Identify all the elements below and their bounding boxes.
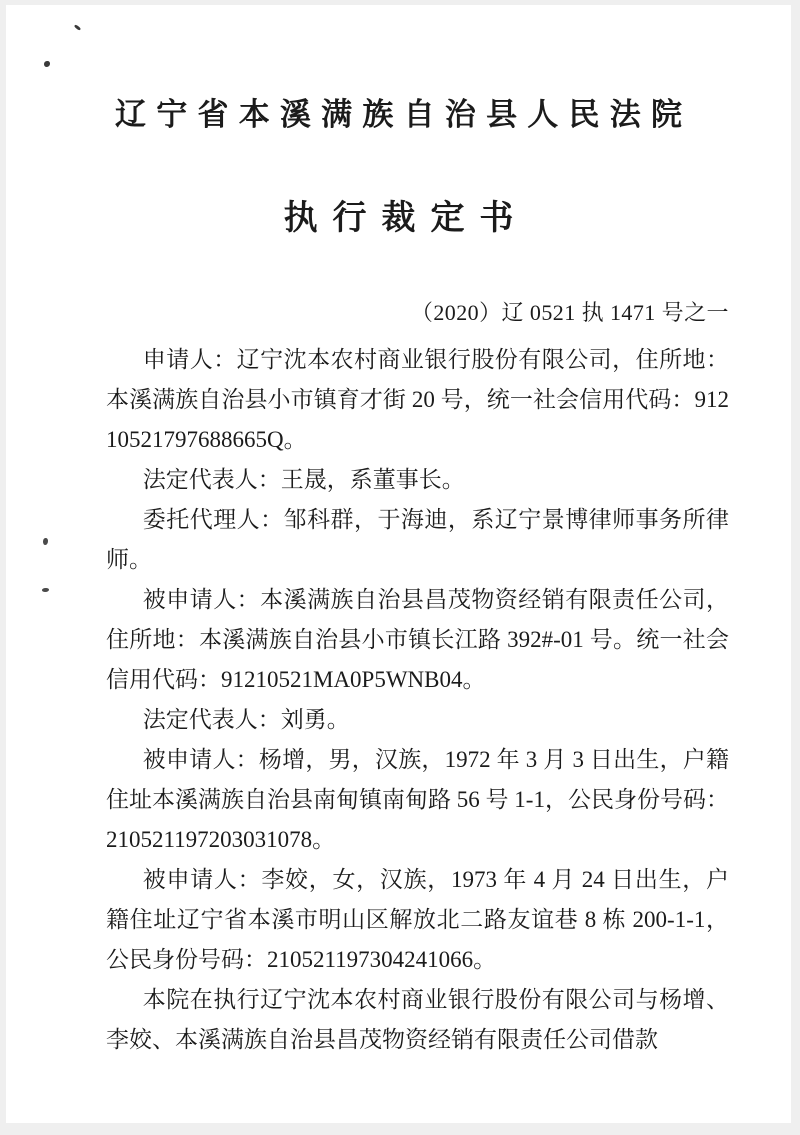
paragraph-respondent-li: 被申请人：李姣，女，汉族，1973 年 4 月 24 日出生，户籍住址辽宁省本溪市明山区解放北二路友谊巷 8 栋 200-1-1，公民身份号码：210521197304241066。	[106, 867, 729, 972]
paragraph-legal-rep-company: 法定代表人：刘勇。	[142, 707, 350, 732]
paragraph-agent: 委托代理人：邹科群，于海迪，系辽宁景博律师事务所律师。	[106, 507, 729, 572]
document-title: 执行裁定书	[283, 200, 529, 237]
paragraph-respondent-yang: 被申请人：杨增，男，汉族，1972 年 3 月 3 日出生，户籍住址本溪满族自治县南甸镇南甸路 56 号 1-1，公民身份号码：210521197203031078。	[106, 747, 729, 852]
paragraph-respondent-company: 被申请人：本溪满族自治县昌茂物资经销有限责任公司，住所地：本溪满族自治县小市镇长江路 392#-01 号。统一社会信用代码：91210521MA0P5WNB04。	[106, 587, 729, 692]
document-page	[6, 5, 791, 1123]
paragraph-applicant: 申请人：辽宁沈本农村商业银行股份有限公司，住所地：本溪满族自治县小市镇育才街 20 号，统一社会信用代码：91210521797688665Q。	[106, 347, 729, 452]
paragraph-legal-rep-bank: 法定代表人：王晟，系董事长。	[142, 467, 465, 492]
paragraph-court-statement: 本院在执行辽宁沈本农村商业银行股份有限公司与杨增、李姣、本溪满族自治县昌茂物资经销有限责任公司借款	[106, 987, 729, 1052]
scan-speck	[74, 24, 81, 31]
scan-speck	[44, 61, 50, 67]
document-body	[6, 340, 791, 1060]
case-number: （2020）辽 0521 执 1471 号之一	[410, 300, 729, 325]
court-name: 辽宁省本溪满族自治县人民法院	[115, 97, 693, 132]
